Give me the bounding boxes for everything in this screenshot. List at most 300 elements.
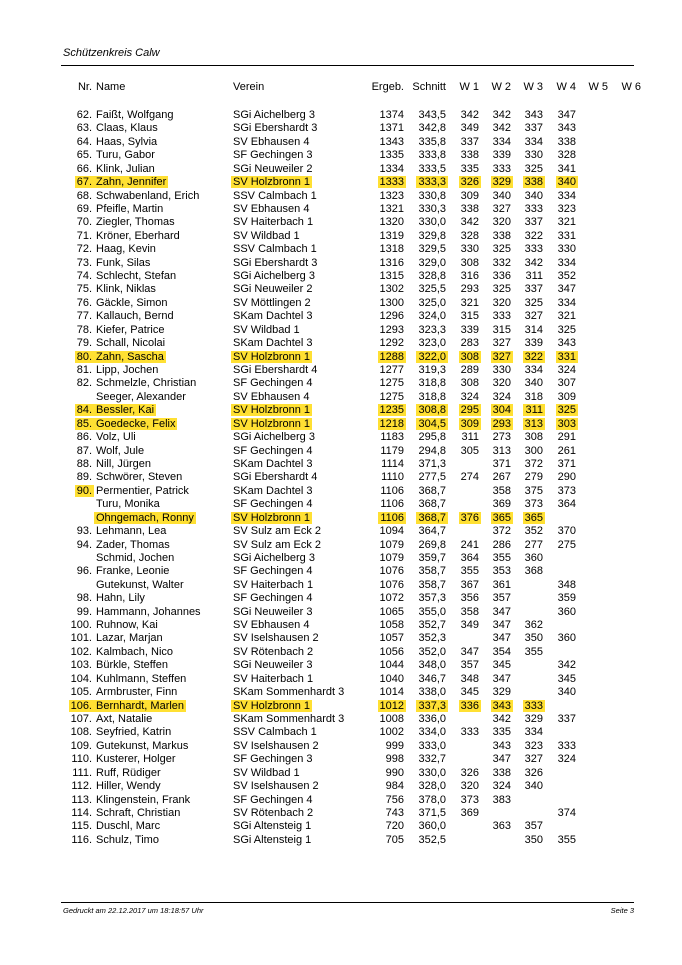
- row-w2-text: 335: [492, 726, 511, 739]
- table-row: [0, 377, 682, 390]
- row-w4-text: 331: [557, 350, 576, 363]
- row-w2-text: 342: [492, 109, 511, 121]
- row-name: [96, 136, 157, 149]
- row-schnitt: [418, 686, 446, 699]
- row-nr-text: 67.: [76, 176, 92, 189]
- row-schnitt: [418, 565, 446, 578]
- row-w4: [558, 686, 576, 699]
- row-schnitt: [418, 619, 446, 632]
- row-ergebnis: [380, 297, 404, 310]
- row-nr: [77, 136, 92, 149]
- row-schnitt: [418, 391, 446, 404]
- table-row: [0, 767, 682, 780]
- row-w4: [558, 740, 576, 753]
- row-verein-text: SF Gechingen 4: [233, 592, 313, 605]
- col-w4: W 4: [556, 81, 576, 93]
- row-nr: [71, 726, 92, 739]
- row-ergebnis: [380, 136, 404, 149]
- row-w3: [525, 391, 543, 404]
- row-w4: [558, 364, 576, 377]
- row-w4: [558, 592, 576, 605]
- col-w6: W 6: [621, 81, 641, 93]
- row-name-text: Klink, Julian: [96, 162, 155, 175]
- row-nr-text: 106.: [70, 699, 92, 712]
- row-nr-text: 111.: [72, 766, 92, 779]
- row-w1: [461, 283, 479, 296]
- row-verein-text: SGi Ebershardt 4: [233, 471, 318, 484]
- row-name-text: Nill, Jürgen: [96, 457, 152, 470]
- row-nr-text: 114.: [71, 806, 92, 819]
- row-verein-text: SV Holzbronn 1: [233, 404, 311, 417]
- row-nr-text: 63.: [76, 122, 92, 135]
- row-name: [96, 820, 160, 833]
- row-ergebnis-text: 1334: [379, 162, 404, 175]
- row-ergebnis-text: 705: [385, 833, 404, 846]
- row-name: [96, 243, 156, 256]
- table-row: [0, 807, 682, 820]
- row-ergebnis-text: 1302: [379, 283, 404, 296]
- row-w3: [525, 377, 543, 390]
- row-verein-text: SSV Calmbach 1: [233, 189, 317, 202]
- row-w1: [461, 297, 479, 310]
- page-number: Seite 3: [610, 906, 634, 915]
- row-nr: [71, 659, 92, 672]
- row-w2: [493, 310, 511, 323]
- row-w2: [493, 646, 511, 659]
- row-name: [96, 780, 161, 793]
- row-nr: [77, 606, 92, 619]
- row-ergebnis-text: 1057: [379, 632, 404, 645]
- row-schnitt-text: 343,5: [418, 109, 446, 121]
- row-schnitt-text: 329,0: [418, 256, 446, 269]
- row-w2: [493, 257, 511, 270]
- row-w2: [493, 431, 511, 444]
- row-name-text: Funk, Silas: [96, 256, 151, 269]
- row-ergebnis-text: 1315: [379, 270, 404, 283]
- row-w1: [461, 216, 479, 229]
- row-schnitt: [418, 471, 446, 484]
- row-w4-text: 303: [557, 417, 576, 430]
- row-ergebnis: [386, 740, 404, 753]
- row-name: [96, 700, 184, 713]
- row-ergebnis: [380, 216, 404, 229]
- row-w2-text: 286: [492, 538, 511, 551]
- row-verein-text: SF Gechingen 3: [233, 149, 313, 162]
- row-schnitt: [418, 149, 446, 162]
- row-verein-text: SKam Sommenhardt 3: [233, 712, 345, 725]
- row-verein-text: SGi Ebershardt 3: [233, 256, 318, 269]
- row-nr-text: 80.: [76, 350, 92, 363]
- row-w1-text: 241: [460, 538, 479, 551]
- row-name: [96, 646, 173, 659]
- row-verein-text: SGi Neuweiler 3: [233, 659, 313, 672]
- row-w2-text: 320: [492, 296, 511, 309]
- row-w1-text: 308: [460, 256, 479, 269]
- row-ergebnis-text: 1076: [379, 565, 404, 578]
- row-w2: [493, 606, 511, 619]
- row-w3: [525, 512, 543, 525]
- row-ergebnis: [380, 485, 404, 498]
- row-w3-text: 334: [524, 135, 543, 148]
- row-w3: [525, 834, 543, 847]
- row-w1: [461, 780, 479, 793]
- row-w3: [525, 216, 543, 229]
- row-w4: [558, 458, 576, 471]
- row-w4-text: 334: [557, 296, 576, 309]
- row-w1: [461, 726, 479, 739]
- row-w2-text: 363: [492, 820, 511, 833]
- row-name: [96, 431, 136, 444]
- row-name-text: Hiller, Wendy: [96, 780, 161, 793]
- row-w1: [461, 391, 479, 404]
- row-name-text: Klink, Niklas: [96, 283, 156, 296]
- row-nr: [71, 834, 92, 847]
- row-nr-text: 87.: [76, 444, 92, 457]
- row-name: [96, 404, 154, 417]
- row-verein: [233, 216, 313, 229]
- row-w1: [461, 324, 479, 337]
- row-ergebnis: [386, 807, 404, 820]
- row-schnitt-text: 333,0: [418, 739, 446, 752]
- row-w3: [525, 445, 543, 458]
- row-schnitt-text: 364,7: [418, 525, 446, 538]
- row-w3: [525, 136, 543, 149]
- row-w3: [525, 458, 543, 471]
- table-row: [0, 404, 682, 417]
- row-verein-text: SV Holzbronn 1: [233, 350, 311, 363]
- row-schnitt-text: 330,0: [418, 216, 446, 229]
- row-w2-text: 333: [492, 162, 511, 175]
- row-schnitt-text: 328,8: [418, 270, 446, 283]
- row-nr: [77, 364, 92, 377]
- row-w2-text: 371: [492, 457, 511, 470]
- row-w3-text: 368: [524, 565, 543, 578]
- row-name-text: Hahn, Lily: [96, 592, 145, 605]
- row-w2: [493, 780, 511, 793]
- table-row: [0, 632, 682, 645]
- row-verein: [233, 512, 310, 525]
- row-schnitt-text: 330,0: [418, 766, 446, 779]
- row-w4: [558, 337, 576, 350]
- row-w2: [493, 216, 511, 229]
- row-nr-text: 70.: [76, 216, 92, 229]
- row-w1: [461, 243, 479, 256]
- col-w3: W 3: [523, 81, 543, 93]
- row-w1: [461, 659, 479, 672]
- row-w3: [525, 230, 543, 243]
- row-verein: [233, 780, 319, 793]
- row-w2-text: 340: [492, 189, 511, 202]
- row-w2: [493, 485, 511, 498]
- row-w2-text: 329: [492, 686, 511, 699]
- row-verein: [233, 767, 300, 780]
- row-w1-text: 324: [460, 390, 479, 403]
- row-nr-text: 113.: [71, 793, 92, 806]
- row-name-text: Kröner, Eberhard: [96, 229, 180, 242]
- row-w2: [493, 659, 511, 672]
- row-nr: [71, 820, 92, 833]
- row-schnitt-text: 334,0: [418, 726, 446, 739]
- row-name-text: Kusterer, Holger: [96, 753, 176, 766]
- row-nr-text: 115.: [71, 820, 92, 833]
- row-ergebnis-text: 1371: [379, 122, 404, 135]
- row-name-text: Lipp, Jochen: [96, 364, 159, 377]
- row-w3-text: 338: [524, 176, 543, 189]
- row-name-text: Klingenstein, Frank: [96, 793, 191, 806]
- row-verein: [233, 632, 319, 645]
- row-ergebnis: [380, 565, 404, 578]
- row-nr: [71, 646, 92, 659]
- row-schnitt: [418, 820, 446, 833]
- row-w2: [493, 149, 511, 162]
- row-verein-text: SV Ebhausen 4: [233, 135, 310, 148]
- row-w3: [525, 552, 543, 565]
- row-w4-text: 374: [557, 806, 576, 819]
- header-divider: [61, 65, 634, 66]
- row-nr: [71, 807, 92, 820]
- row-w2: [493, 740, 511, 753]
- row-name-text: Bernhardt, Marlen: [96, 699, 185, 712]
- row-verein: [233, 364, 317, 377]
- row-name: [96, 592, 145, 605]
- row-verein: [233, 337, 312, 350]
- row-verein: [233, 471, 317, 484]
- row-nr: [71, 686, 92, 699]
- table-row: [0, 163, 682, 176]
- row-w3-text: 325: [524, 296, 543, 309]
- row-w3-text: 325: [524, 162, 543, 175]
- row-w4-text: 340: [557, 686, 576, 699]
- row-ergebnis: [380, 726, 404, 739]
- row-name-text: Schmid, Jochen: [96, 551, 175, 564]
- row-ergebnis: [380, 498, 404, 511]
- row-ergebnis: [380, 539, 404, 552]
- table-row: [0, 351, 682, 364]
- row-schnitt: [418, 230, 446, 243]
- row-w4-text: 321: [557, 216, 576, 229]
- row-schnitt: [418, 740, 446, 753]
- row-w3-text: 350: [524, 833, 543, 846]
- row-w4-text: 342: [557, 659, 576, 672]
- row-schnitt-text: 304,5: [418, 417, 446, 430]
- row-w3-text: 340: [524, 377, 543, 390]
- row-schnitt: [418, 136, 446, 149]
- row-nr: [77, 190, 92, 203]
- row-verein: [233, 673, 313, 686]
- row-schnitt-text: 333,5: [418, 162, 446, 175]
- row-w3: [525, 713, 543, 726]
- row-name-text: Axt, Natalie: [96, 712, 153, 725]
- row-w3-text: 311: [525, 404, 543, 417]
- row-name-text: Gäckle, Simon: [96, 296, 168, 309]
- row-schnitt-text: 368,7: [418, 498, 446, 511]
- row-schnitt: [418, 780, 446, 793]
- row-nr: [77, 458, 92, 471]
- row-schnitt-text: 360,0: [418, 820, 446, 833]
- row-w2-text: 342: [492, 122, 511, 135]
- row-w2-text: 333: [492, 310, 511, 323]
- row-w1-text: 349: [460, 122, 479, 135]
- row-w1: [461, 270, 479, 283]
- row-schnitt: [418, 700, 446, 713]
- row-w1-text: 309: [460, 189, 479, 202]
- row-schnitt-text: 337,3: [418, 699, 446, 712]
- row-w4-text: 345: [557, 672, 576, 685]
- row-w3-text: 342: [524, 256, 543, 269]
- row-schnitt: [418, 552, 446, 565]
- row-w4: [558, 163, 576, 176]
- row-verein-text: SF Gechingen 4: [233, 377, 313, 390]
- row-ergebnis: [380, 149, 404, 162]
- row-verein: [233, 297, 311, 310]
- table-row: [0, 794, 682, 807]
- row-schnitt-text: 371,3: [418, 457, 446, 470]
- row-w3: [525, 753, 543, 766]
- row-nr-text: 112.: [71, 780, 92, 793]
- row-verein: [233, 700, 310, 713]
- row-w4: [558, 632, 576, 645]
- row-verein-text: SV Wildbad 1: [233, 323, 300, 336]
- row-w3: [525, 351, 543, 364]
- row-schnitt: [418, 673, 446, 686]
- row-verein-text: SV Wildbad 1: [233, 766, 300, 779]
- row-name: [96, 270, 176, 283]
- row-w4: [558, 834, 576, 847]
- row-w4-text: 331: [557, 229, 576, 242]
- row-verein-text: SV Wildbad 1: [233, 229, 300, 242]
- row-name: [96, 498, 160, 511]
- row-w2-text: 339: [492, 149, 511, 162]
- row-w1-text: 333: [460, 726, 479, 739]
- row-verein-text: SKam Dachtel 3: [233, 337, 313, 350]
- row-schnitt: [418, 632, 446, 645]
- table-row: [0, 565, 682, 578]
- row-w2: [493, 190, 511, 203]
- row-w1: [461, 565, 479, 578]
- row-w4: [558, 579, 576, 592]
- row-w2-text: 332: [492, 256, 511, 269]
- row-w2: [493, 539, 511, 552]
- row-schnitt-text: 352,3: [418, 632, 446, 645]
- row-ergebnis-text: 1072: [379, 592, 404, 605]
- row-nr-text: 72.: [76, 243, 92, 256]
- row-verein: [233, 351, 310, 364]
- row-w3: [525, 149, 543, 162]
- row-ergebnis: [380, 606, 404, 619]
- row-schnitt: [418, 203, 446, 216]
- row-w1-text: 315: [460, 310, 479, 323]
- row-w4-text: 275: [557, 538, 576, 551]
- row-nr-text: 104.: [70, 672, 92, 685]
- row-verein: [233, 619, 309, 632]
- row-nr-text: 81.: [76, 364, 92, 377]
- row-schnitt-text: 330,8: [418, 189, 446, 202]
- row-ergebnis: [380, 377, 404, 390]
- row-w2: [493, 418, 511, 431]
- row-nr: [77, 351, 92, 364]
- row-schnitt: [418, 283, 446, 296]
- row-w1: [461, 552, 479, 565]
- row-nr: [77, 471, 92, 484]
- row-schnitt: [418, 324, 446, 337]
- table-row: [0, 525, 682, 538]
- row-schnitt-text: 378,0: [418, 793, 446, 806]
- row-nr: [77, 377, 92, 390]
- row-nr: [71, 619, 92, 632]
- row-w3: [525, 565, 543, 578]
- row-schnitt-text: 357,3: [418, 592, 446, 605]
- row-ergebnis-text: 1040: [379, 672, 404, 685]
- row-w1-text: 358: [460, 605, 479, 618]
- row-schnitt: [418, 270, 446, 283]
- row-w4: [558, 404, 576, 417]
- row-w4-text: 364: [557, 498, 576, 511]
- row-schnitt: [418, 539, 446, 552]
- row-schnitt-text: 333,3: [418, 176, 446, 189]
- table-row: [0, 498, 682, 511]
- row-name-text: Lehmann, Lea: [96, 525, 167, 538]
- row-w2: [493, 767, 511, 780]
- row-verein-text: SV Sulz am Eck 2: [233, 525, 322, 538]
- row-schnitt: [418, 659, 446, 672]
- row-schnitt-text: 368,7: [418, 484, 446, 497]
- row-w1: [461, 539, 479, 552]
- row-w1-text: 373: [460, 793, 479, 806]
- row-w2: [493, 713, 511, 726]
- row-w2: [493, 445, 511, 458]
- row-verein-text: SF Gechingen 4: [233, 793, 313, 806]
- row-w4: [558, 351, 576, 364]
- row-w2: [493, 525, 511, 538]
- row-schnitt-text: 318,8: [418, 390, 446, 403]
- row-nr: [71, 740, 92, 753]
- row-name-text: Lazar, Marjan: [96, 632, 163, 645]
- table-row: [0, 753, 682, 766]
- row-nr-text: 85.: [76, 417, 92, 430]
- row-w2: [493, 270, 511, 283]
- row-w3: [525, 820, 543, 833]
- row-name-text: Seeger, Alexander: [96, 390, 186, 403]
- row-w3: [525, 324, 543, 337]
- row-w4-text: 330: [557, 243, 576, 256]
- row-w3-text: 372: [524, 457, 543, 470]
- row-w4-text: 334: [557, 189, 576, 202]
- row-w1-text: 326: [460, 766, 479, 779]
- row-nr-text: 110.: [71, 753, 92, 766]
- row-nr: [71, 632, 92, 645]
- row-w2: [493, 297, 511, 310]
- row-verein: [233, 740, 319, 753]
- row-name: [96, 471, 182, 484]
- row-nr-text: 78.: [76, 323, 92, 336]
- row-name: [96, 176, 166, 189]
- row-nr-text: 102.: [70, 645, 92, 658]
- row-ergebnis-text: 1044: [379, 659, 404, 672]
- row-nr-text: 89.: [76, 471, 92, 484]
- row-w1: [461, 794, 479, 807]
- row-ergebnis: [380, 176, 404, 189]
- table-row: [0, 552, 682, 565]
- row-ergebnis-text: 1106: [380, 484, 404, 497]
- table-row: [0, 458, 682, 471]
- row-verein-text: SGi Ebershardt 3: [233, 122, 318, 135]
- row-verein-text: SV Holzbronn 1: [233, 417, 311, 430]
- row-w1-text: 345: [460, 686, 479, 699]
- row-nr: [77, 445, 92, 458]
- row-w3-text: 357: [524, 820, 543, 833]
- table-row: [0, 418, 682, 431]
- row-name: [96, 552, 174, 565]
